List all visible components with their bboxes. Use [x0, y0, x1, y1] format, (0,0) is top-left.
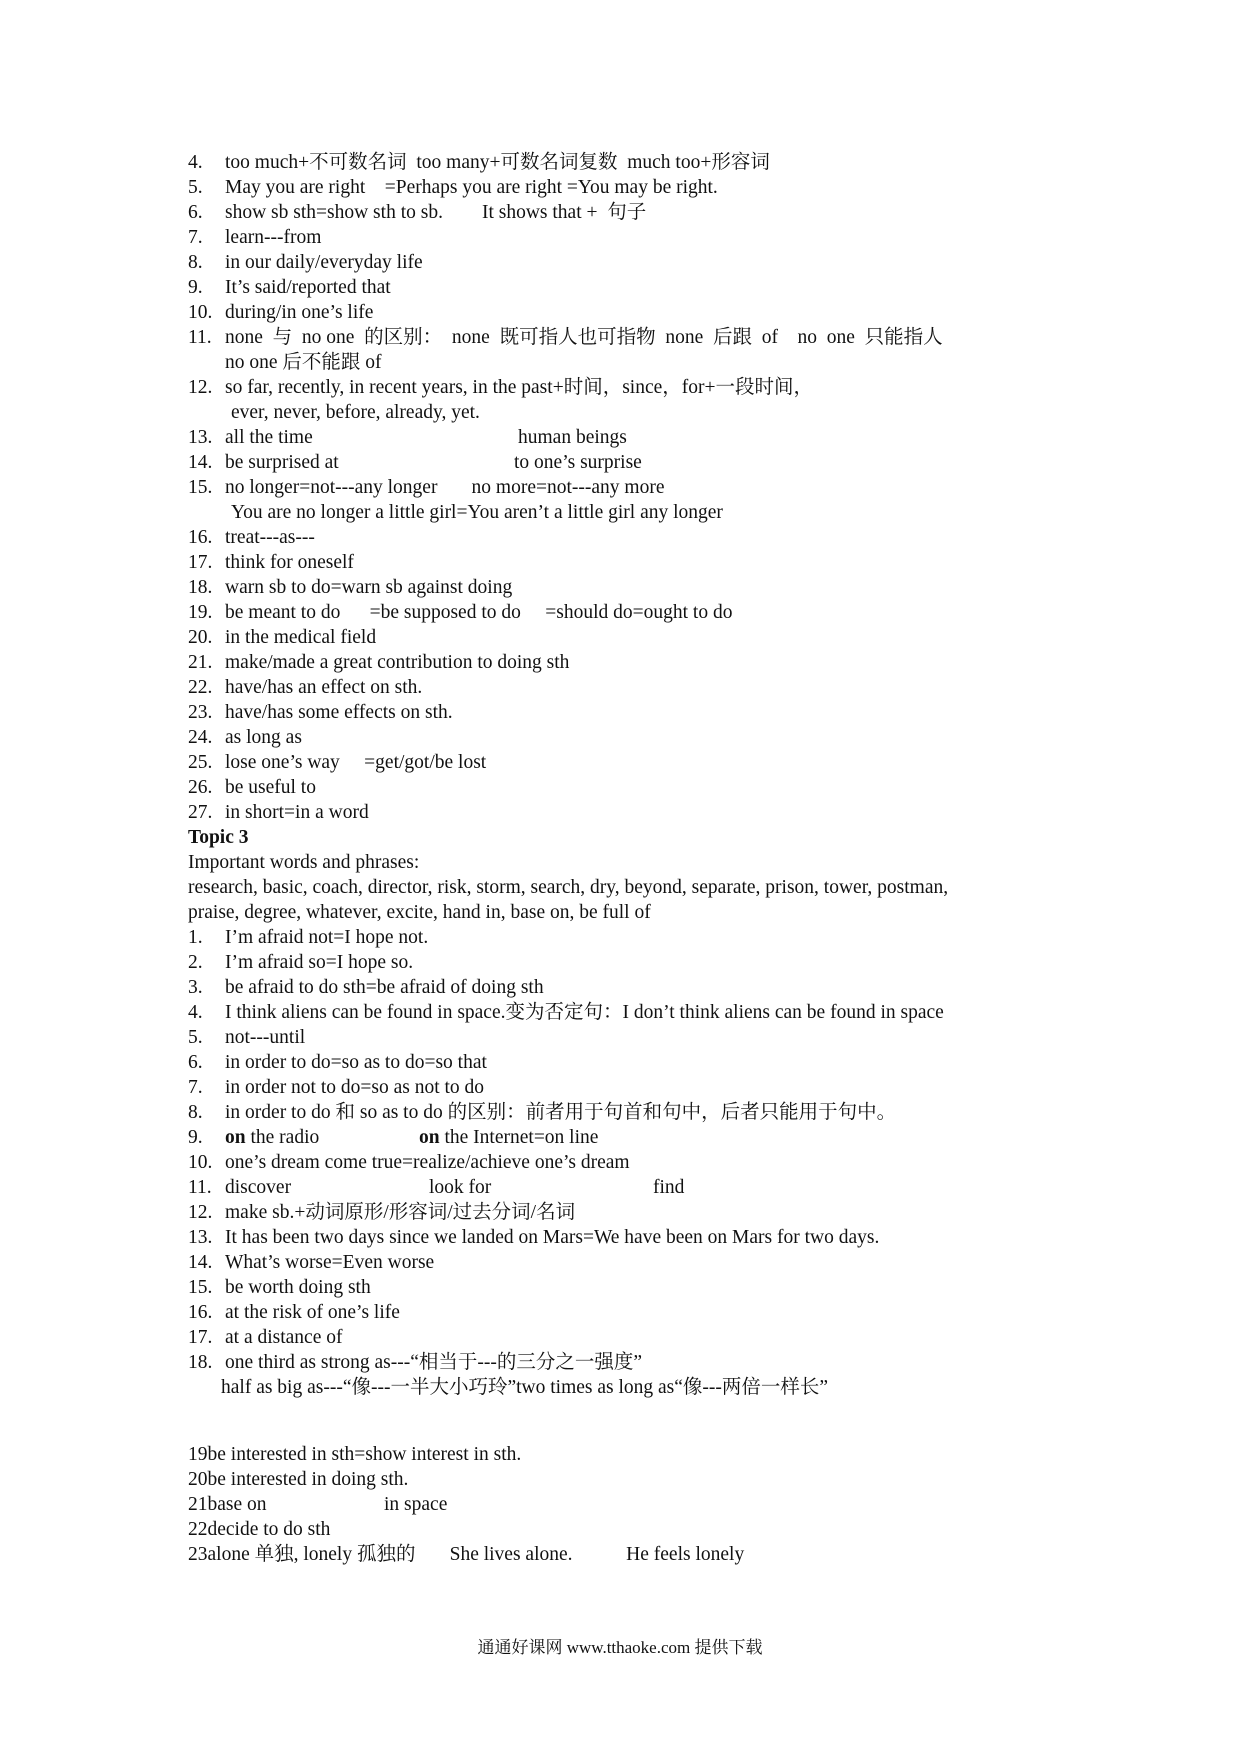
list-item-continuation: no one 后不能跟 of	[225, 352, 382, 373]
list-item: 19be interested in sth=show interest in sth.	[188, 1444, 522, 1465]
list-item: 9. It’s said/reported that	[188, 277, 391, 298]
list-item: 11. discover look for find	[188, 1177, 685, 1198]
list-item: 15. no longer=not---any longer no more=not---any more	[188, 477, 665, 498]
list-item: 3. be afraid to do sth=be afraid of doing sth	[188, 977, 544, 998]
list-item: 21. make/made a great contribution to doing sth	[188, 652, 570, 673]
list-item: 13. It has been two days since we landed on Mars=We have been on Mars for two days.	[188, 1227, 880, 1248]
list-item: 21base on in space	[188, 1494, 448, 1515]
notes-content	[188, 150, 1088, 1567]
vocabulary-line: research, basic, coach, director, risk, storm, search, dry, beyond, separate, prison, tower, postman,	[188, 877, 949, 898]
subheading: Important words and phrases:	[188, 852, 420, 873]
list-item: 14. be surprised at to one’s surprise	[188, 452, 642, 473]
list-item-continuation: half as big as---“像---一半大小巧玲”two times as long as“像---两倍一样长”	[221, 1377, 829, 1398]
list-item: 8. in order to do 和 so as to do 的区别：前者用于句首和句中，后者只能用于句中。	[188, 1102, 897, 1123]
list-item-continuation: ever, never, before, already, yet.	[231, 402, 480, 423]
list-item-continuation: You are no longer a little girl=You aren’t a little girl any longer	[231, 502, 723, 523]
list-item: 13. all the time human beings	[188, 427, 627, 448]
list-item: 9. on the radio on the Internet=on line	[188, 1127, 599, 1148]
list-item: 5. not---until	[188, 1027, 306, 1048]
section-heading: Topic 3	[188, 827, 249, 848]
list-item: 8. in our daily/everyday life	[188, 252, 423, 273]
list-item: 27. in short=in a word	[188, 802, 369, 823]
list-item: 16. treat---as---	[188, 527, 315, 548]
list-item: 4. I think aliens can be found in space.变为否定句：I don’t think aliens can be found in space	[188, 1002, 944, 1023]
list-item: 17. at a distance of	[188, 1327, 343, 1348]
list-item: 12. so far, recently, in recent years, in the past+时间，since，for+一段时间，	[188, 377, 813, 398]
phrase-list-topic3	[188, 925, 1088, 1400]
list-item: 10. one’s dream come true=realize/achieve one’s dream	[188, 1152, 630, 1173]
list-item: 2. I’m afraid so=I hope so.	[188, 952, 414, 973]
list-item: 12. make sb.+动词原形/形容词/过去分词/名词	[188, 1202, 576, 1223]
list-item: 7. learn---from	[188, 227, 322, 248]
list-item: 15. be worth doing sth	[188, 1277, 371, 1298]
list-item: 23. have/has some effects on sth.	[188, 702, 453, 723]
list-item: 26. be useful to	[188, 777, 316, 798]
list-item: 1. I’m afraid not=I hope not.	[188, 927, 429, 948]
page-footer: 通通好课网 www.tthaoke.com 提供下载	[477, 1638, 763, 1657]
list-item: 6. show sb sth=show sth to sb. It shows that + 句子	[188, 202, 647, 223]
list-item: 23alone 单独, lonely 孤独的 She lives alone. He feels lonely	[188, 1544, 745, 1565]
list-item: 19. be meant to do =be supposed to do =should do=ought to do	[188, 602, 733, 623]
list-item: 22. have/has an effect on sth.	[188, 677, 423, 698]
list-item: 18. one third as strong as---“相当于---的三分之一强度”	[188, 1352, 642, 1373]
list-item: 6. in order to do=so as to do=so that	[188, 1052, 487, 1073]
list-item: 10. during/in one’s life	[188, 302, 374, 323]
list-item: 4. too much+不可数名词 too many+可数名词复数 much too+形容词	[188, 152, 770, 173]
list-item: 20be interested in doing sth.	[188, 1469, 409, 1490]
list-item: 17. think for oneself	[188, 552, 354, 573]
list-item: 24. as long as	[188, 727, 302, 748]
list-item: 7. in order not to do=so as not to do	[188, 1077, 485, 1098]
list-item: 11. none 与 no one 的区别： none 既可指人也可指物 none 后跟 of no one 只能指人	[188, 327, 943, 348]
list-item: 20. in the medical field	[188, 627, 377, 648]
list-item: 18. warn sb to do=warn sb against doing	[188, 577, 513, 598]
list-item: 22decide to do sth	[188, 1519, 331, 1540]
vocabulary-line: praise, degree, whatever, excite, hand in, base on, be full of	[188, 902, 651, 923]
list-item: 25. lose one’s way =get/got/be lost	[188, 752, 487, 773]
phrase-list-extra	[188, 1442, 1088, 1567]
list-item: 5. May you are right =Perhaps you are right =You may be right.	[188, 177, 718, 198]
list-item: 14. What’s worse=Even worse	[188, 1252, 435, 1273]
blank-gap	[188, 1400, 1088, 1442]
list-item: 16. at the risk of one’s life	[188, 1302, 400, 1323]
phrase-list-topic2	[188, 150, 1088, 825]
